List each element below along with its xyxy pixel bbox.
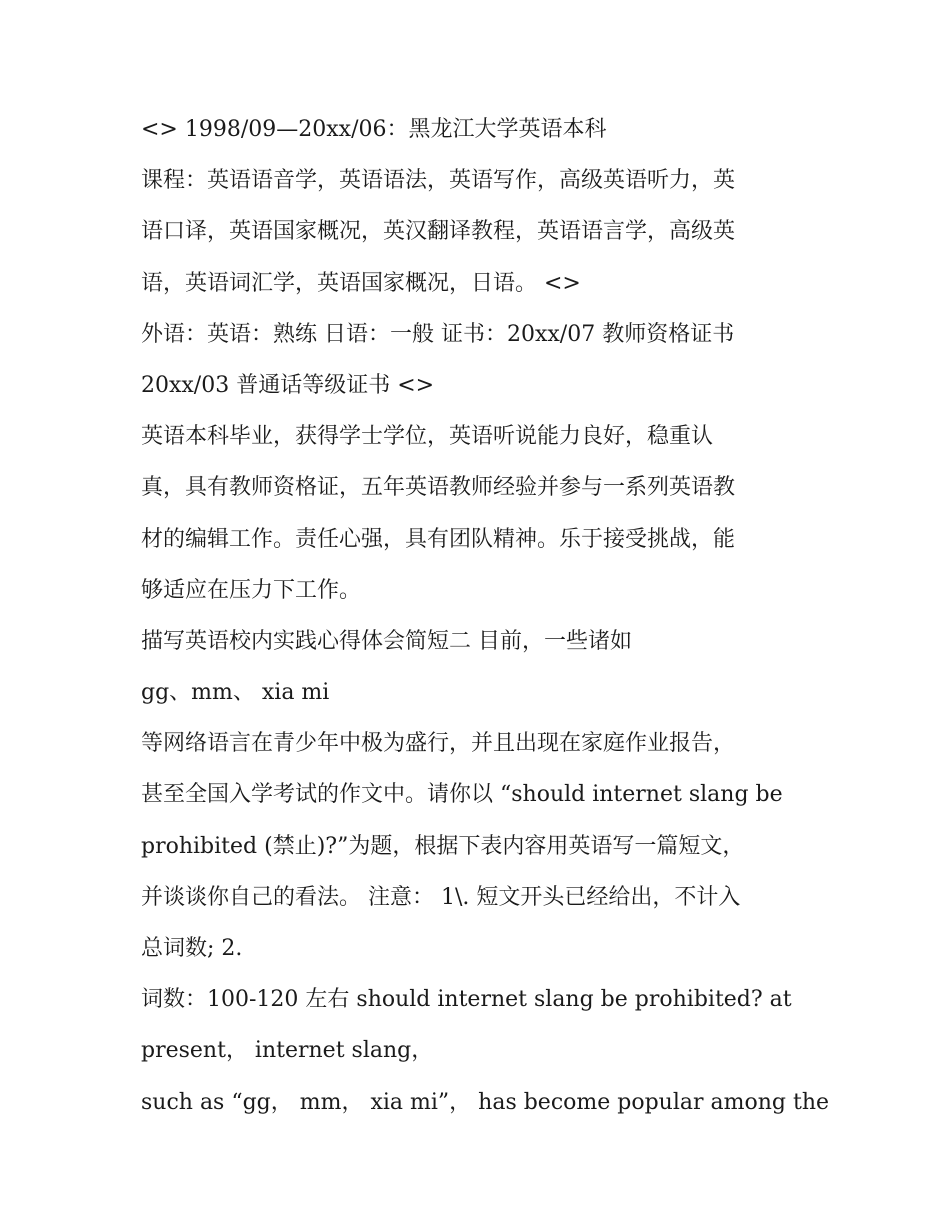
text-line: 课程：英语语音学，英语语法，英语写作，高级英语听力，英 [141, 168, 736, 194]
text-line: 等网络语言在青少年中极为盛行，并且出现在家庭作业报告， [141, 731, 736, 757]
text-line: 语，英语词汇学，英语国家概况，日语。 <> [141, 270, 581, 296]
text-line: 总词数; 2. [141, 936, 243, 961]
text-line: 材的编辑工作。责任心强，具有团队精神。乐于接受挑战，能 [141, 526, 736, 552]
text-line: 20xx/03 普通话等级证书 <> [141, 372, 435, 398]
text-line: 词数：100-120 左右 should internet slang be prohibited? at [141, 987, 792, 1013]
text-line: 外语：英语：熟练 日语：一般 证书：20xx/07 教师资格证书 [141, 321, 735, 347]
text-line: 甚至全国入学考试的作文中。请你以 “should internet slang be [141, 782, 783, 808]
text-line: 够适应在压力下工作。 [141, 577, 362, 603]
document-body [141, 110, 830, 1134]
text-line: 真，具有教师资格证，五年英语教师经验并参与一系列英语教 [141, 475, 736, 501]
text-line: 描写英语校内实践心得体会简短二 目前，一些诸如 [141, 628, 632, 654]
text-line: 语口译，英语国家概况，英汉翻译教程，英语语言学，高级英 [141, 219, 736, 245]
text-line: present， internet slang， [141, 1038, 434, 1064]
text-line: <> 1998/09—20xx/06：黑龙江大学英语本科 [141, 117, 607, 142]
text-line: 并谈谈你自己的看法。 注意： 1\. 短文开头已经给出，不计入 [141, 884, 741, 910]
text-line: such as “gg， mm， xia mi”， has become popular among the [141, 1089, 830, 1115]
text-line: gg、mm、 xia mi [141, 680, 330, 706]
text-line: 英语本科毕业，获得学士学位，英语听说能力良好，稳重认 [141, 424, 714, 450]
text-line: prohibited (禁止)?”为题，根据下表内容用英语写一篇短文， [141, 833, 745, 859]
